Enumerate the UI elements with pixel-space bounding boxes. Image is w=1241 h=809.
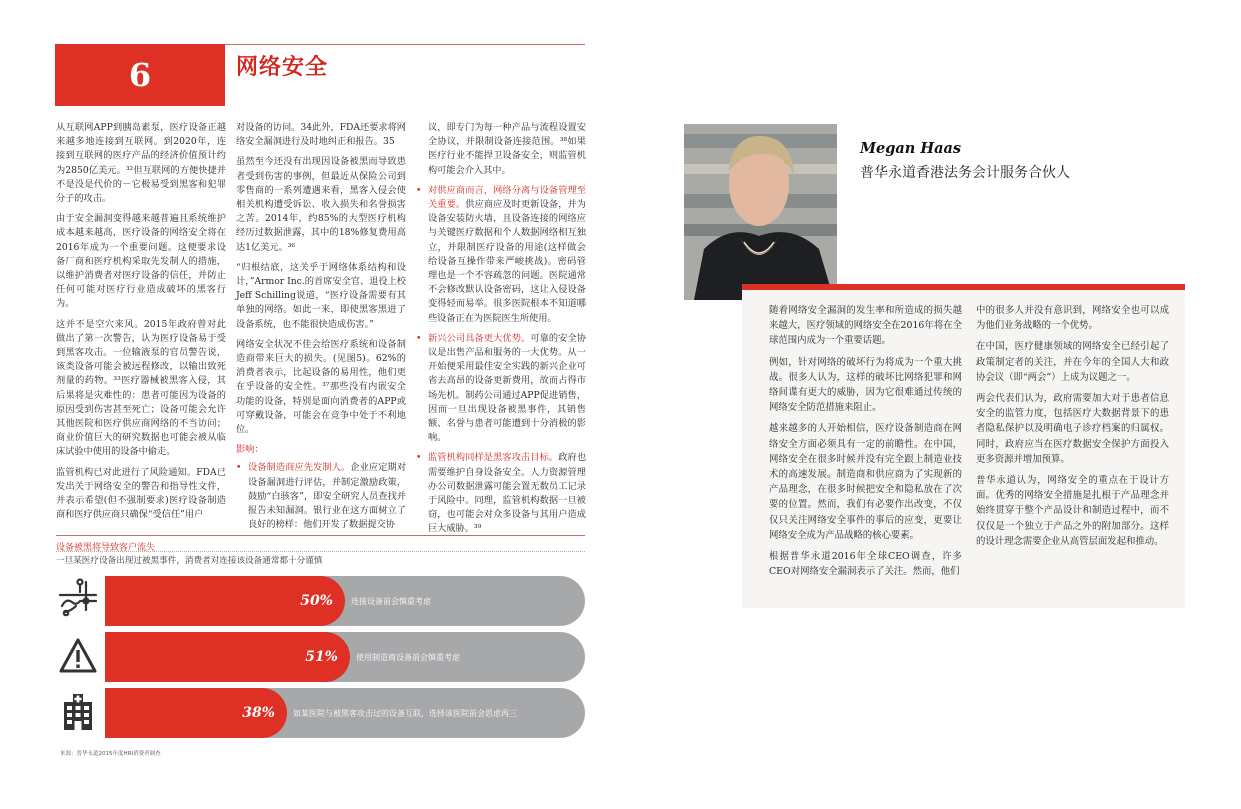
bar-label: 如某医院与被黑客攻击过的设备互联，选择该医院前会思虑再三 bbox=[293, 708, 517, 718]
bar-fill bbox=[105, 632, 350, 682]
impact-bullet-2 bbox=[416, 184, 586, 326]
paragraph: 随着网络安全漏洞的发生率和所造成的损失越来越大，医疗领域的网络安全在2016年将在全球范围内成为一个重要话题。 bbox=[769, 305, 962, 347]
bullet-lead: 对供应商而言，网络分离与设备管理至关重要。 bbox=[428, 184, 586, 211]
bullet-lead: 新兴公司具备更大优势。 bbox=[428, 332, 531, 344]
bar-label: 使用制造商设备前会慎重考虑 bbox=[356, 652, 460, 662]
paragraph: 在中国，医疗健康领域的网络安全已经引起了政策制定者的关注，并在今年的全国人大和政协会议（即“两会”）上成为议题之一。 bbox=[976, 341, 1169, 383]
chart-title: 设备被黑将导致客户流失 bbox=[56, 543, 156, 553]
paragraph: 虽然至今还没有出现因设备被黑而导致患者受到伤害的事例，但最近从保险公司到零售商的一系列遭遇来看，黑客入侵会使相关机构遭受诉讼、收入损失和名誉损害之苦。2014年，约85%的大型医疗机构经历过数据泄露，其中的18%修复费用高达1亿美元。³⁶ bbox=[236, 156, 406, 253]
profile-photo bbox=[684, 124, 837, 300]
profile-name: Megan Haas bbox=[860, 140, 962, 157]
impact-bullet-4 bbox=[416, 451, 586, 536]
chapter-number: 6 bbox=[128, 56, 152, 94]
bar-fill bbox=[105, 688, 287, 738]
impact-heading: 影响： bbox=[236, 444, 264, 456]
paragraph: 例如，针对网络的破坏行为将成为一个重大挑战。很多人认为，这样的破坏比网络犯罪和网络间谍有更大的威胁，因为它很难通过传统的网络安全防范措施来阻止。 bbox=[769, 356, 962, 414]
paragraph: 从互联网APP到胰岛素泵，医疗设备正越来越多地连接到互联网。到2020年，连接到互联网的医疗产品的经济价值预计约为2850亿美元。³²但互联网的方便快捷并不是没是代价的－它极易受到黑客和犯罪分子的攻击。 bbox=[56, 122, 226, 205]
paragraph: 普华永道认为，网络安全的重点在于设计方面。优秀的网络安全措施是扎根于产品理念并始终贯穿于整个产品设计和制造过程中，而不仅仅是一个独立于产品之外的附加部分。这样的设计理念需要企业从高管层面发起和推动。 bbox=[976, 475, 1169, 547]
paragraph: 两会代表们认为，政府需要加大对于患者信息安全的监管力度，包括医疗大数据背景下的患者隐私保护以及明确电子诊疗档案的归属权。同时，政府应当在医疗数据安全保护方面投入更多资源并增加预算。 bbox=[976, 393, 1169, 465]
chart-bar-row bbox=[105, 688, 585, 738]
paragraph: 这并不是空穴来风。2015年政府曾对此做出了第一次警告，认为医疗设备易于受到黑客攻击。一位输液泵的官员警告说，该类设备可能会被远程修改，以输出致死剂量的药物。³³医疗器械被黑客入侵，其后果将是灾难性的：患者可能因为设备的原因受到伤害甚至死亡；设备可能会允许其他医院和医疗供应商网络的不当访问；商业价值巨大的研究数据也可能会被从临床试验中使用的设备中偷走。 bbox=[56, 318, 226, 458]
chart-subtitle: 一旦某医疗设备出现过被黑事件，消费者对连接该设备通常都十分谨慎 bbox=[56, 556, 323, 566]
paragraph: 中的很多人并没有意识到，网络安全也可以成为他们业务战略的一个优势。 bbox=[976, 305, 1169, 332]
paragraph: 对设备的访问。34此外，FDA还要求将网络安全漏洞进行及时地纠正和报告。35 bbox=[236, 122, 406, 148]
chart-source: 来源：普华永道2015年度HRI消费者调查 bbox=[60, 751, 161, 757]
bullet-lead: 监管机构同样是黑客攻击目标。 bbox=[428, 452, 559, 464]
bullet-body: 企业应定期对设备漏洞进行评估，并制定激励政策，鼓励“白骇客”，即安全研究人员查找并报告未知漏洞。银行业在这方面树立了良好的榜样：他们开发了数据提交协 bbox=[248, 462, 407, 531]
bar-value: 38% bbox=[242, 705, 275, 721]
warning-icon bbox=[58, 636, 98, 676]
paragraph: 越来越多的人开始相信，医疗设备制造商在网络安全方面必须具有一定的前瞻性。在中国，网络安全在很多时候并没有完全跟上制造业技术的高速发展。制造商和供应商为了实现新的产品理念，在很多时候把安全和隐私放在了次要的位置。然而，我们有必要作出改变，不仅仅只关注网络安全事件的事后的应变，更要让网络安全成为产品战略的核心要素。 bbox=[769, 423, 962, 541]
panel-accent-bar bbox=[742, 284, 1185, 290]
bar-label: 连接设备前会慎重考虑 bbox=[351, 596, 431, 606]
chart-dotted-rule bbox=[56, 551, 585, 552]
chapter-number-box bbox=[55, 44, 225, 106]
chart-bar-row bbox=[105, 632, 585, 682]
bar-value: 51% bbox=[305, 649, 338, 665]
chart-bar-row bbox=[105, 576, 585, 626]
body-column-2 bbox=[236, 121, 406, 538]
bullet-body: 政府也需要维护自身设备安全。人力资源管理办公司数据泄露可能会置无数员工记录于风险中。同理，监管机构数据一旦被窃，也可能会对众多设备与其用户造成巨大威胁。³⁹ bbox=[428, 452, 587, 535]
bullet-continuation: 议，即专门为每一种产品与流程设置安全协议，并限制设备连接范围。³⁸如果医疗行业不能捍卫设备安全，则监管机构可能会介入其中。 bbox=[428, 122, 586, 176]
header-rule bbox=[225, 44, 585, 45]
paragraph: 由于安全漏洞变得越来越普遍且系统维护成本越来越高，医疗设备的网络安全将在2016年成为一个重要问题。这便要求设备厂商和医疗机构采取先发制人的措施，以维护消费者对医疗设备的信任，并防止任何可能对医疗行业造成破坏的黑客行为。 bbox=[56, 213, 226, 310]
body-column-3 bbox=[416, 121, 586, 543]
bullet-body: 可靠的安全协议是出售产品和服务的一大优势。从一开始便采用最佳安全实践的新兴企业可省去高昂的设备更新费用，故而占得市场先机。制药公司通过APP促进销售，因而一旦出现设备被黑事件，其销售额、名誉与患者可能遭到十分消极的影响。 bbox=[428, 332, 587, 444]
bullet-lead: 设备制造商应先发制人。 bbox=[248, 462, 351, 474]
chapter-title: 网络安全 bbox=[236, 54, 329, 80]
circuit-icon bbox=[58, 578, 98, 618]
bar-value: 50% bbox=[300, 593, 333, 609]
impact-bullet-1 bbox=[236, 461, 406, 532]
hospital-icon bbox=[58, 692, 98, 732]
panel-column-1 bbox=[769, 303, 962, 585]
paragraph: 监管机构已对此进行了风险通知。FDA已发出关于网络安全的警告和指导性文件，并表示希望(但不强制要求)医疗设备制造商和医疗供应商只确保“受信任”用户 bbox=[56, 466, 226, 521]
body-column-1 bbox=[56, 121, 226, 528]
bar-fill bbox=[105, 576, 345, 626]
paragraph: 根据普华永道2016年全球CEO调查，许多CEO对网络安全漏洞表示了关注。然而，他们 bbox=[769, 551, 962, 578]
panel-column-2 bbox=[976, 303, 1169, 555]
chart-separator bbox=[56, 535, 585, 536]
impact-bullet-3 bbox=[416, 332, 586, 446]
profile-role: 普华永道香港法务会计服务合伙人 bbox=[860, 165, 1070, 181]
bullet-body: 供应商应及时更新设备，并为设备安装防火墙，且设备连接的网络应与关键医疗数据和个人数据网络相互独立，并限制医疗设备的用途(这样做会给设备互操作带来严峻挑战)。密码管理也是一个不容疏忽的问题。医院通常不会修改默认设备密码，这让入侵设备变得轻而易举。很多医院根本不知道哪些设备正在为医院医生所使用。 bbox=[428, 199, 586, 324]
paragraph: 网络安全状况不佳会给医疗系统和设备制造商带来巨大的损失。(见图5)。62%的消费者表示，比起设备的易用性，他们更在乎设备的安全性。³⁷那些没有内嵌安全功能的设备，特别是面向消费者的APP或可穿戴设备，可能会在竞争中处于不利地位。 bbox=[236, 338, 406, 436]
quote-paragraph: “归根结底，这关乎于网络体系结构和设计，”Armor Inc.的首席安全官、退役上校Jeff Schilling说道，“医疗设备需要有其单独的网络。如此一来，即使黑客黑进了设备系统，也不能很快造成伤害。” bbox=[236, 261, 406, 330]
